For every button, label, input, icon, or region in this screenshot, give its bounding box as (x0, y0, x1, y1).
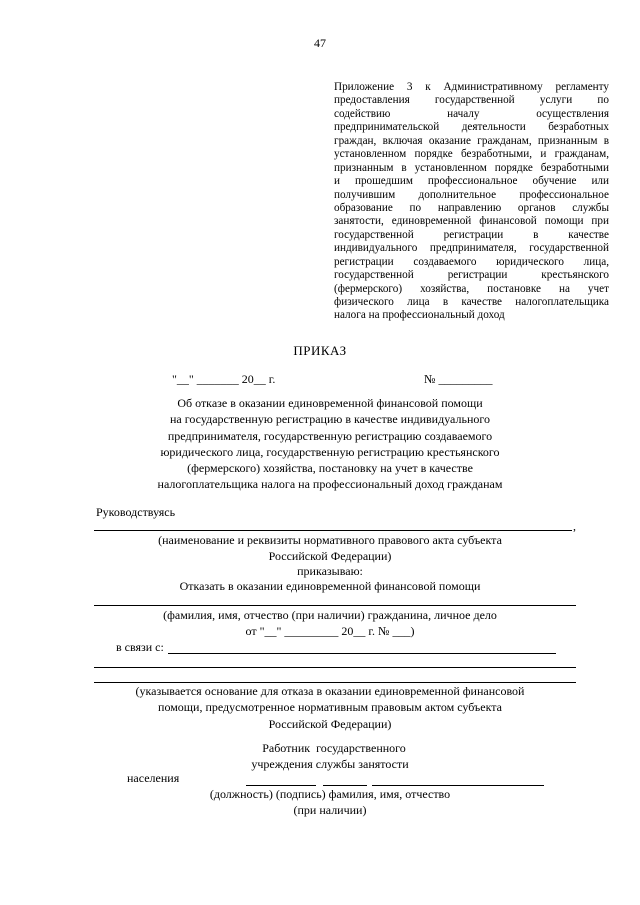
decree-label: приказываю: (297, 564, 363, 578)
reason-caption-line: помощи, предусмотренное нормативным правовым актом субъекта (158, 700, 502, 715)
appendix-line: налога на профессиональный доход (334, 309, 505, 322)
appendix-line: регистрации создаваемого юридического лица, (334, 255, 609, 268)
act-caption-line: (наименование и реквизиты нормативного правового акта субъекта (158, 533, 502, 547)
citizen-caption-line: (фамилия, имя, отчество (при наличии) гражданина, личное дело (163, 608, 497, 622)
reason-caption-line: (указывается основание для отказа в оказании единовременной финансовой (135, 684, 525, 698)
appendix-line: признанным в установленном порядке безработными (334, 161, 609, 174)
order-subject (60, 395, 600, 493)
subject-line: предпринимателя, государственную регистрацию создаваемого (167, 428, 493, 443)
act-caption-line: Российской Федерации) (268, 549, 392, 564)
appendix-line: государственной регистрации в качестве (334, 228, 609, 241)
appendix-line: предоставления государственной услуги по (334, 94, 609, 107)
citizen-caption (60, 607, 600, 640)
appendix-line: физического лица в качестве налогоплательщика (334, 296, 609, 308)
page-number: 47 (314, 36, 326, 50)
appendix-line: получившим дополнительное профессиональное (334, 188, 609, 201)
reason-caption-line: Российской Федерации) (268, 716, 392, 731)
reason-line-1 (168, 653, 556, 654)
reason-line-2 (94, 667, 576, 668)
signature-line: Работник государственного (262, 741, 406, 755)
appendix-line: содействию началу осуществления (334, 107, 609, 120)
citizen-caption-line: от "__" _________ 20__ г. № ___) (245, 624, 415, 639)
refuse-statement: Отказать в оказании единовременной финансовой помощи (179, 579, 481, 593)
act-name-line (94, 530, 572, 531)
order-number-line: № _________ (424, 372, 493, 386)
appendix-line: индивидуального предпринимателя, государственной (334, 242, 609, 255)
signature-position (60, 740, 600, 773)
population-label: населения (127, 771, 180, 785)
appendix-line: занятости, единовременной финансовой помощи при (334, 215, 609, 228)
appendix-line: Приложение 3 к Административному регламенту (334, 81, 609, 93)
signature-line: учреждения службы занятости (251, 757, 409, 772)
appendix-line: образование по направлению органов службы (334, 201, 609, 214)
subject-line: налогоплательщика налога на профессиональный доход гражданам (157, 477, 503, 492)
signature-caption (60, 786, 600, 819)
signature-caption-line: (при наличии) (293, 803, 367, 818)
order-date-line: "__" _______ 20__ г. (172, 372, 276, 386)
signature-caption-line: (должность) (подпись) фамилия, имя, отчество (209, 787, 451, 801)
subject-line: Об отказе в оказании единовременной финансовой помощи (177, 396, 483, 410)
subject-line: на государственную регистрацию в качестве индивидуального (170, 412, 490, 427)
appendix-line: предпринимательской деятельности безработных (334, 121, 609, 134)
appendix-line: граждан, включая оказание гражданам, признанным в (334, 134, 609, 147)
due-to-label: в связи с: (116, 640, 164, 654)
act-line-comma: , (573, 519, 576, 533)
act-caption (60, 532, 600, 565)
citizen-name-line (94, 605, 576, 606)
appendix-line: (фермерского) хозяйства, постановке на учет (334, 282, 609, 295)
appendix-block (334, 81, 609, 323)
subject-line: юридического лица, государственную регистрацию крестьянского (160, 444, 500, 459)
guided-by-label: Руководствуясь (96, 505, 176, 519)
order-title: ПРИКАЗ (293, 343, 347, 358)
subject-line: (фермерского) хозяйства, постановку на учет в качестве (187, 461, 473, 476)
appendix-line: установленном порядке безработными, и гражданам, (334, 148, 609, 161)
appendix-line: и прошедшим профессиональное обучение или (334, 175, 609, 188)
appendix-line: государственной регистрации крестьянского (334, 269, 609, 282)
reason-caption (60, 683, 600, 732)
